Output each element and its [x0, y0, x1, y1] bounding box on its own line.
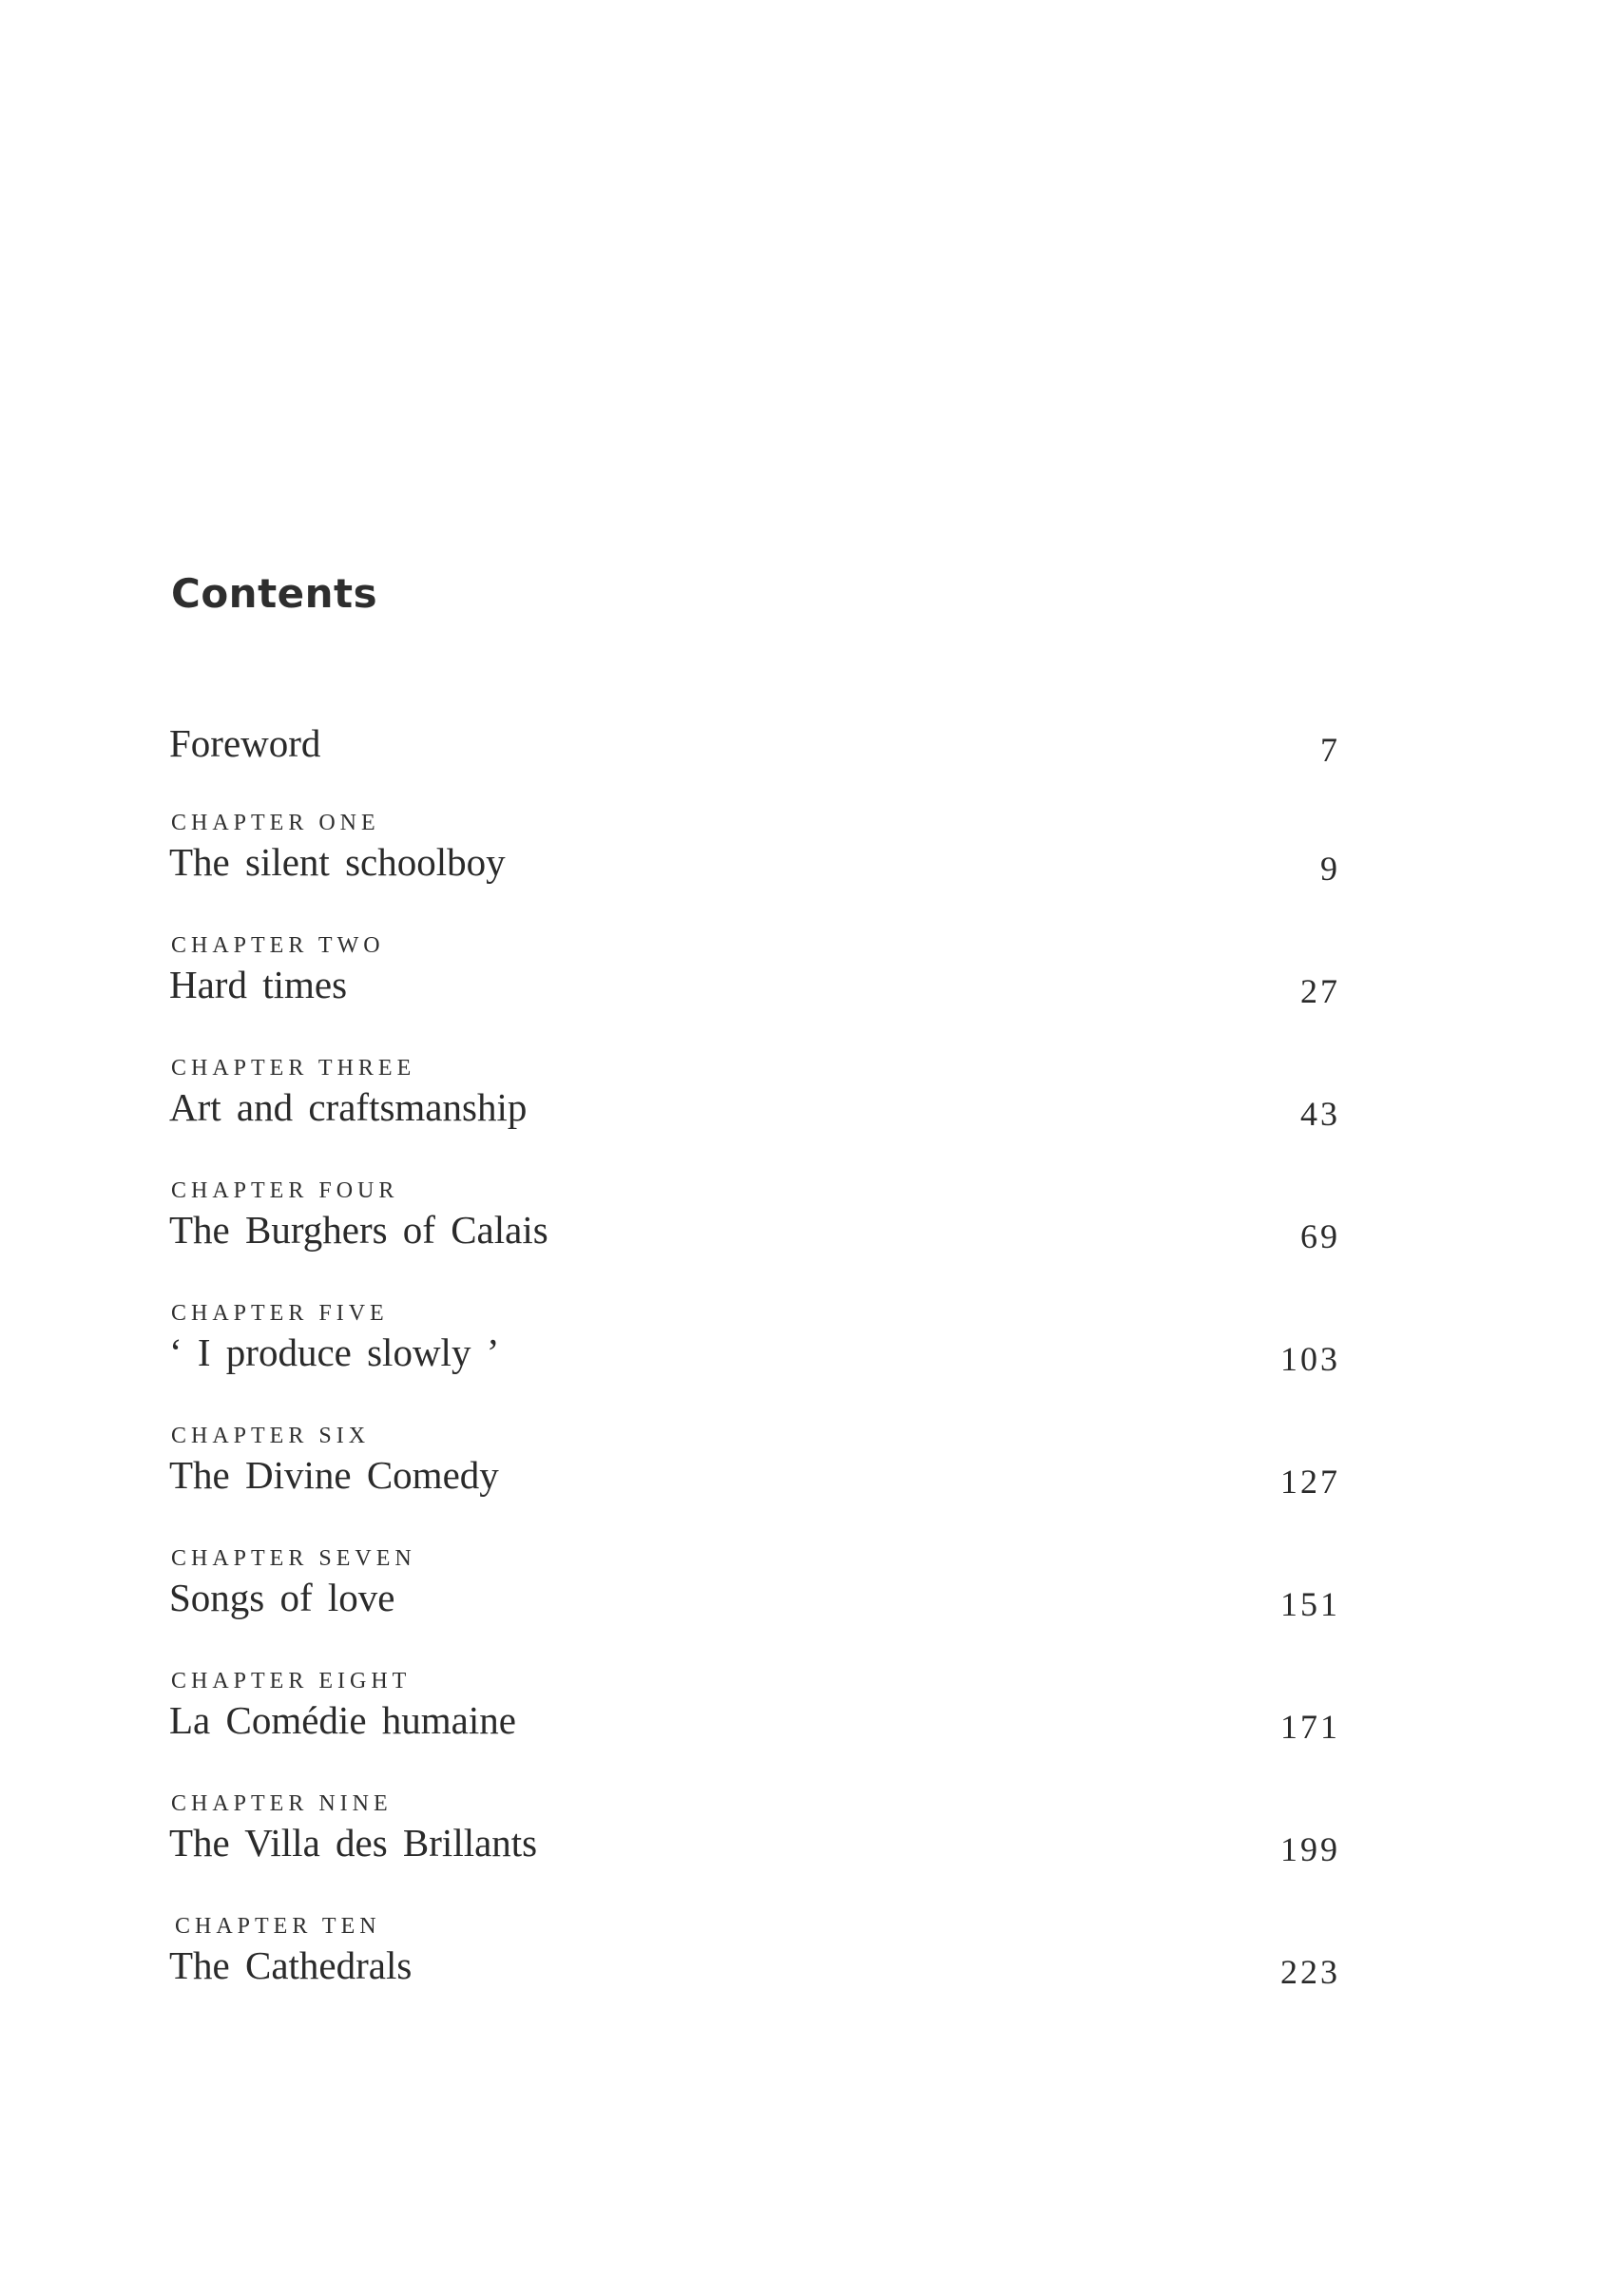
entry-title: The Cathedrals — [169, 1943, 413, 1987]
page-number: 7 — [1320, 731, 1340, 769]
chapter-label: CHAPTER FIVE — [171, 1301, 389, 1326]
entry-title: The silent schoolboy — [169, 840, 506, 884]
toc-entry-foreword[interactable] — [169, 720, 1340, 811]
chapter-label: CHAPTER ONE — [171, 811, 380, 835]
chapter-label: CHAPTER EIGHT — [171, 1669, 412, 1693]
toc-entry-chapter[interactable] — [169, 1791, 1340, 1914]
entry-title: Hard times — [169, 963, 348, 1006]
entry-title: The Villa des Brillants — [169, 1821, 538, 1865]
toc-entry-chapter[interactable] — [169, 1178, 1340, 1301]
page-number: 171 — [1280, 1708, 1340, 1746]
page-number: 199 — [1280, 1830, 1340, 1868]
chapter-label: CHAPTER THREE — [171, 1056, 416, 1081]
entry-title: Songs of love — [169, 1576, 395, 1619]
page-number: 127 — [1280, 1463, 1340, 1501]
chapter-label: CHAPTER TEN — [175, 1914, 381, 1939]
page-number: 151 — [1280, 1585, 1340, 1623]
toc-entry-chapter[interactable] — [169, 933, 1340, 1056]
entry-title: The Divine Comedy — [169, 1453, 499, 1497]
page-title: Contents — [171, 570, 378, 617]
page-number: 69 — [1300, 1217, 1340, 1255]
page-number: 43 — [1300, 1095, 1340, 1133]
toc-entry-chapter[interactable] — [169, 1301, 1340, 1424]
toc-entry-chapter[interactable] — [169, 1669, 1340, 1791]
entry-title: The Burghers of Calais — [169, 1208, 548, 1252]
entry-title: Foreword — [169, 721, 321, 765]
chapter-label: CHAPTER SEVEN — [171, 1546, 416, 1571]
toc-entry-chapter[interactable] — [169, 1546, 1340, 1669]
chapter-label: CHAPTER FOUR — [171, 1178, 399, 1203]
entry-title: Art and craftsmanship — [169, 1085, 528, 1129]
toc-entry-chapter[interactable] — [169, 811, 1340, 933]
page-number: 223 — [1280, 1953, 1340, 1991]
entry-title: ‘ I produce slowly ’ — [169, 1330, 500, 1374]
chapter-label: CHAPTER NINE — [171, 1791, 393, 1816]
toc-entry-chapter[interactable] — [169, 1056, 1340, 1178]
entry-title: La Comédie humaine — [169, 1698, 516, 1742]
table-of-contents — [169, 720, 1340, 2037]
chapter-label: CHAPTER TWO — [171, 933, 385, 958]
toc-entry-chapter[interactable] — [169, 1424, 1340, 1546]
chapter-label: CHAPTER SIX — [171, 1424, 371, 1448]
toc-entry-chapter[interactable] — [169, 1914, 1340, 2037]
page-number: 103 — [1280, 1340, 1340, 1378]
page-number: 27 — [1300, 972, 1340, 1010]
page-number: 9 — [1320, 850, 1340, 888]
